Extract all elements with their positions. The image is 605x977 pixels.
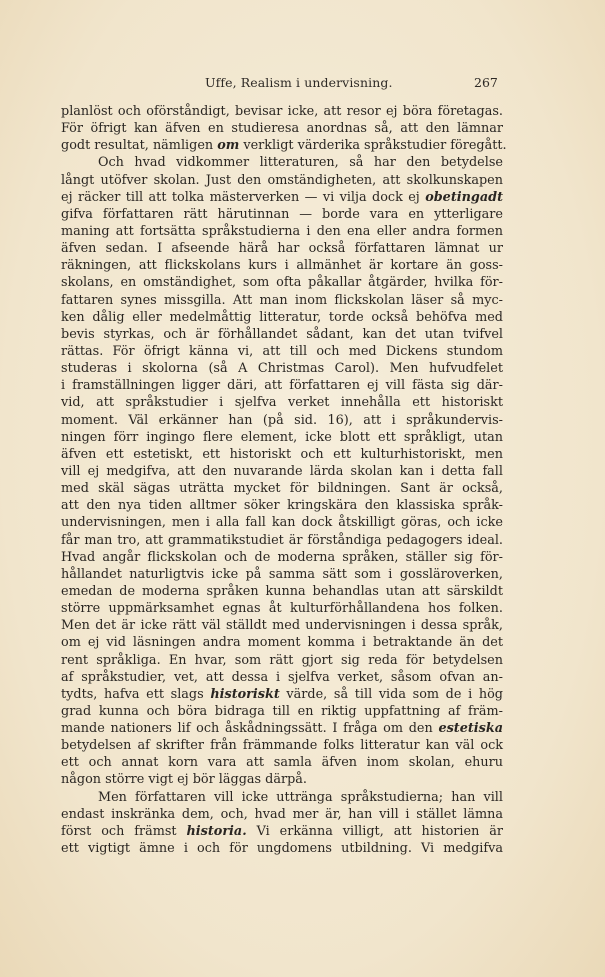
text-line — [61, 480, 503, 497]
text-line — [61, 720, 503, 737]
text-run: med skäl sägas uträtta mycket för bildningen. Sant är också, — [61, 481, 503, 497]
text-line — [61, 429, 503, 446]
text-run: Hvad angår flickskolan och de moderna språken, ställer sig för- — [61, 549, 503, 565]
text-line — [61, 394, 503, 411]
text-run: tydts, hafva ett slags — [61, 686, 211, 702]
text-line — [61, 377, 503, 394]
text-line — [61, 257, 503, 274]
text-run: får man tro, att grammatikstudiet är förståndiga pedagogers ideal. — [61, 532, 503, 548]
text-line — [61, 240, 503, 257]
text-line — [61, 652, 503, 669]
emphasized-word: obetingadt — [425, 189, 503, 205]
text-run: rättas. För öfrigt känna vi, att till och med Dickens stundom — [61, 343, 503, 359]
text-run: äfven ett estetiskt, ett historiskt och ett kulturhistoriskt, men — [61, 446, 503, 462]
text-line — [61, 737, 503, 754]
emphasized-word: om — [217, 138, 240, 154]
text-line — [61, 446, 503, 463]
text-run: vill ej medgifva, att den nuvarande lärda skolan kan i detta fall — [61, 463, 503, 479]
text-run: större uppmärksamhet egnas åt kulturförhållandena hos folken. — [61, 601, 503, 617]
text-line — [61, 206, 503, 223]
text-line — [61, 617, 503, 634]
text-line — [61, 806, 503, 823]
text-line — [61, 189, 503, 206]
body-text — [61, 103, 507, 857]
text-run: Vi erkänna villigt, att historien är — [246, 823, 503, 839]
text-line — [61, 223, 503, 240]
text-run: att den nya tiden alltmer söker kringskära den klassiska språk- — [61, 498, 503, 514]
text-line — [61, 789, 503, 806]
text-run: ett vigtigt ämne i och för ungdomens utbildning. Vi medgifva — [61, 841, 503, 857]
text-run: värde, så till vida som de i hög — [279, 686, 503, 702]
running-head: Uffe, Realism i undervisning. — [205, 75, 393, 90]
text-line — [61, 360, 503, 377]
text-line — [61, 154, 503, 171]
page-number: 267 — [474, 75, 498, 90]
text-run: maning att fortsätta språkstudierna i den ena eller andra formen — [61, 223, 503, 239]
text-run: fattaren synes missgilla. Att man inom flickskolan läser så myc- — [61, 292, 503, 308]
text-line — [61, 343, 503, 360]
text-run: först och främst — [61, 823, 187, 839]
text-line — [61, 703, 503, 720]
text-line — [61, 532, 503, 549]
emphasized-word: historia. — [186, 823, 247, 839]
text-run: Men det är icke rätt väl ställdt med undervisningen i dessa språk, — [61, 618, 503, 634]
text-run: äfven sedan. I afseende härå har också författaren lämnat ur — [61, 241, 503, 257]
text-line — [61, 497, 503, 514]
text-run: godt resultat, nämligen — [61, 138, 218, 154]
text-run: mande nationers lif och åskådningssätt. I fråga om den — [61, 721, 439, 737]
emphasized-word: historiskt — [210, 686, 280, 702]
text-run: verkligt värderika språkstudier föregått. — [239, 138, 507, 154]
text-run: räkningen, att flickskolans kurs i allmänhet är kortare än goss- — [61, 258, 503, 274]
text-run: hållandet naturligtvis icke på samma sätt som i gossläroverken, — [61, 566, 503, 582]
text-run: undervisningen, men i alla fall kan dock åtskilligt göras, och icke — [61, 515, 503, 531]
text-line — [61, 823, 503, 840]
text-line — [61, 412, 503, 429]
text-run: någon större vigt ej bör läggas därpå. — [61, 772, 307, 788]
text-line — [61, 686, 503, 703]
text-run: i framställningen ligger däri, att författaren ej vill fästa sig där- — [61, 378, 503, 394]
text-run: planlöst och oförståndigt, bevisar icke, att resor ej böra företagas. — [61, 104, 503, 119]
text-run: moment. Väl erkänner han (på sid. 16), att i språkundervis- — [61, 412, 503, 428]
text-run: bevis styrkas, och är förhållandet sådant, kan det utan tvifvel — [61, 326, 503, 342]
text-line — [61, 463, 503, 480]
text-run: ningen förr ingingo flere element, icke blott ett språkligt, utan — [61, 429, 503, 445]
text-run: För öfrigt kan äfven en studieresa anordnas så, att den lämnar — [61, 121, 503, 137]
text-run: Men författaren vill icke uttränga språkstudierna; han vill — [98, 789, 503, 805]
text-run: ett och annat korn vara att samla äfven inom skolan, ehuru — [61, 755, 503, 771]
text-run: vid, att språkstudier i sjelfva verket innehålla ett historiskt — [61, 395, 503, 411]
text-line — [61, 137, 507, 154]
text-line — [61, 292, 503, 309]
text-run: om ej vid läsningen andra moment komma i betraktande än det — [61, 635, 503, 651]
text-line — [61, 103, 503, 120]
text-line — [61, 600, 503, 617]
text-line — [61, 669, 503, 686]
text-run: Och hvad vidkommer litteraturen, så har den betydelse — [98, 155, 503, 171]
text-run: skolans, en omständighet, som ofta påkallar åtgärder, hvilka för- — [61, 275, 503, 291]
emphasized-word: estetiska — [438, 721, 503, 737]
text-line — [61, 514, 503, 531]
page-header — [0, 75, 605, 95]
text-line — [61, 634, 503, 651]
text-line — [61, 172, 503, 189]
text-line — [61, 840, 503, 857]
text-line — [61, 274, 503, 291]
text-run: endast inskränka dem, och, hvad mer är, han vill i stället lämna — [61, 806, 503, 822]
text-line — [61, 309, 503, 326]
text-run: långt utöfver skolan. Just den omständigheten, att skolkunskapen — [61, 172, 503, 188]
text-line — [61, 754, 503, 771]
text-run: grad kunna och böra bidraga till en riktig uppfattning af främ- — [61, 703, 503, 719]
text-run: af språkstudier, vet, att dessa i sjelfva verket, såsom ofvan an- — [61, 669, 503, 685]
text-line — [61, 549, 503, 566]
text-line — [61, 120, 503, 137]
text-run: emedan de moderna språken kunna behandlas utan att särskildt — [61, 583, 503, 599]
text-line — [61, 326, 503, 343]
text-run: ken dålig eller medelmåttig litteratur, torde också behöfva med — [61, 309, 503, 325]
text-run: gifva författaren rätt härutinnan — borde vara en ytterligare — [61, 206, 503, 222]
text-run: studeras i skolorna (så A Christmas Carol). Men hufvudfelet — [61, 361, 503, 377]
text-run: ej räcker till att tolka mästerverken — vi vilja dock ej — [61, 189, 426, 205]
text-run: rent språkliga. En hvar, som rätt gjort sig reda för betydelsen — [61, 652, 503, 668]
text-line — [61, 583, 503, 600]
text-line — [61, 771, 503, 788]
text-run: betydelsen af skrifter från främmande folks litteratur kan väl ock — [61, 738, 503, 754]
text-line — [61, 566, 503, 583]
